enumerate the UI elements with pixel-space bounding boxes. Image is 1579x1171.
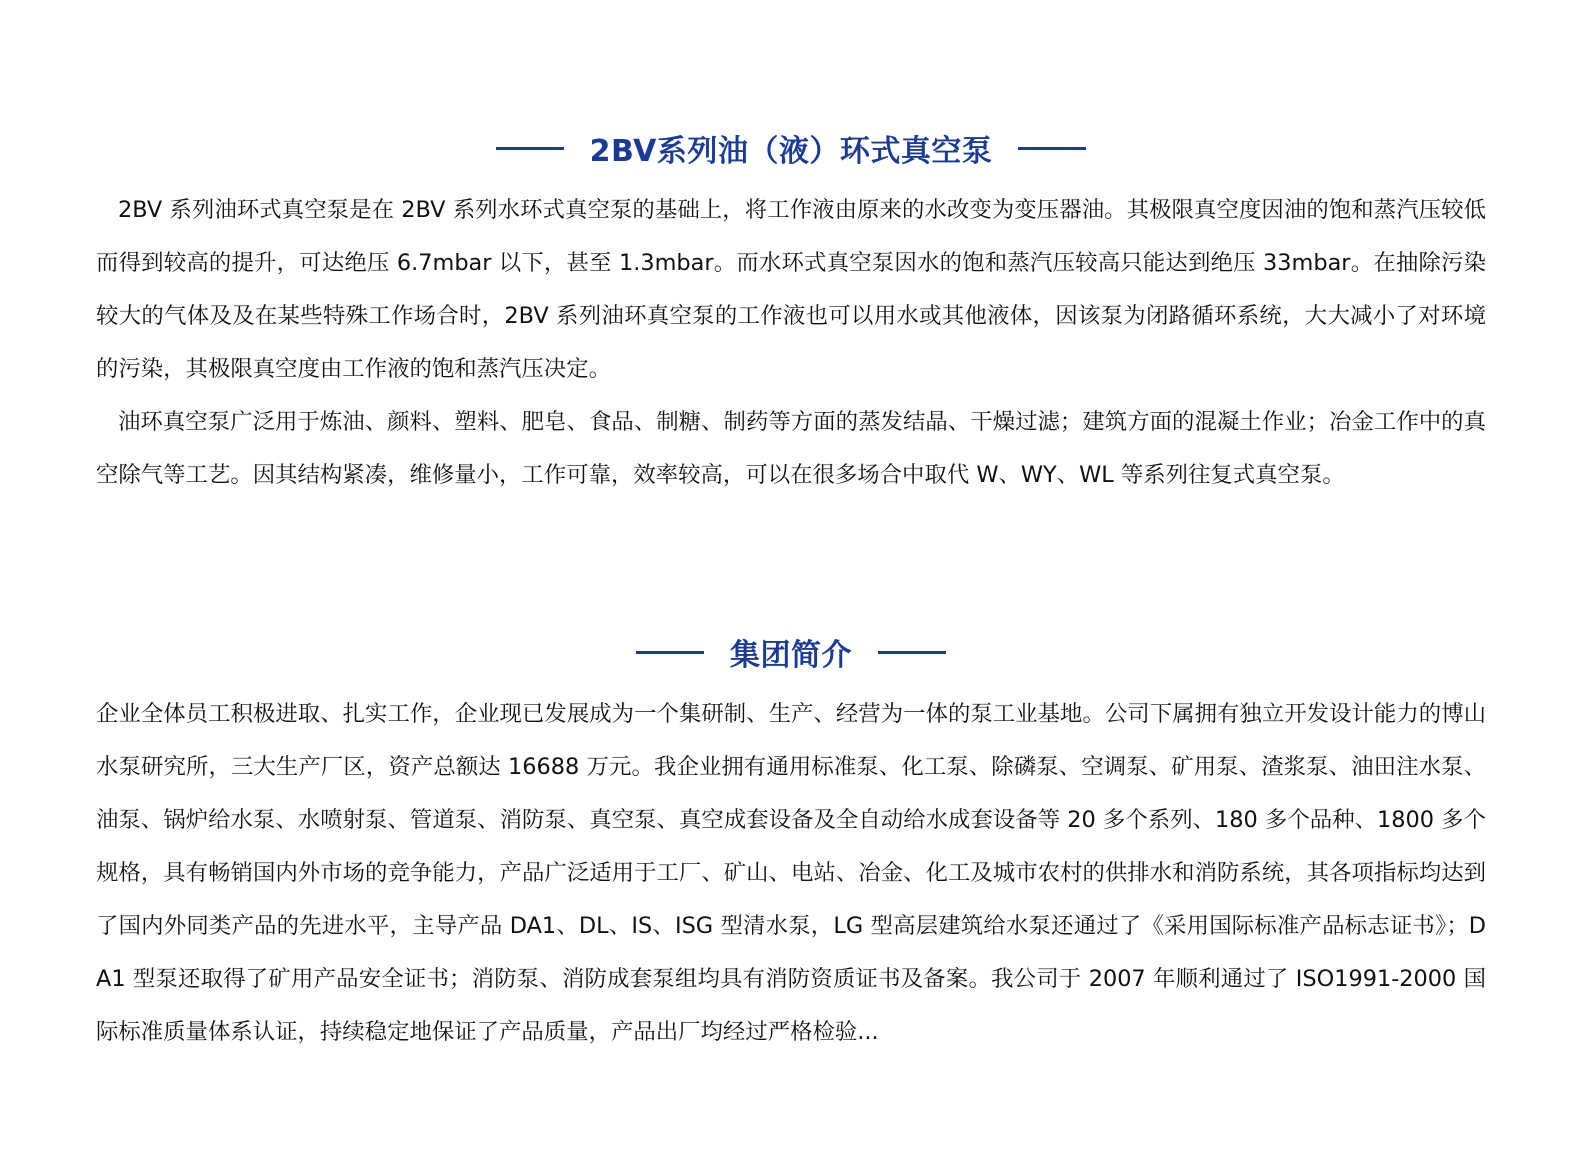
heading-line-left — [496, 147, 564, 150]
group-heading — [96, 626, 1486, 678]
heading-line-left — [636, 651, 704, 654]
group-paragraph-1: 企业全体员工积极进取、扎实工作，企业现已发展成为一个集研制、生产、经营为一体的泵工业基地。公司下属拥有独立开发设计能力的博山水泵研究所，三大生产厂区，资产总额达 16688 万元。我企业拥有通用标准泵、化工泵、除磷泵、空调泵、矿用泵、渣浆泵、油田注水泵、油泵、锅炉给水泵、水喷射泵、管道泵、消防泵、真空泵、真空成套设备及全自动给水成套设备等 20 多个系列、180 多个品种、1800 多个规格，具有畅销国内外市场的竞争能力，产品广泛适用于工厂、矿山、电站、冶金、化工及城市农村的供排水和消防系统，其各项指标均达到了国内外同类产品的先进水平，主导产品 DA1、DL、IS、ISG 型清水泵，LG 型高层建筑给水泵还通过了《采用国际标准产品标志证书》；DA1 型泵还取得了矿用产品安全证书；消防泵、消防成套泵组均具有消防资质证书及备案。我公司于 2007 年顺利通过了 ISO1991-2000 国际标准质量体系认证，持续稳定地保证了产品质量，产品出厂均经过严格检验... — [96, 701, 1486, 1045]
group-title: 集团简介 — [730, 638, 852, 673]
intro-section — [96, 122, 1486, 502]
group-section — [96, 626, 1486, 1059]
intro-heading — [96, 122, 1486, 174]
heading-line-right — [878, 651, 946, 654]
intro-paragraph-1: 2BV 系列油环式真空泵是在 2BV 系列水环式真空泵的基础上，将工作液由原来的水改变为变压器油。其极限真空度因油的饱和蒸汽压较低而得到较高的提升，可达绝压 6.7mbar 以下，甚至 1.3mbar。而水环式真空泵因水的饱和蒸汽压较高只能达到绝压 33mbar。在抽除污染较大的气体及及在某些特殊工作场合时，2BV 系列油环真空泵的工作液也可以用水或其他液体，因该泵为闭路循环系统，大大减小了对环境的污染，其极限真空度由工作液的饱和蒸汽压决定。 — [96, 197, 1486, 382]
intro-title: 2BV系列油（液）环式真空泵 — [589, 134, 993, 169]
heading-line-right — [1018, 147, 1086, 150]
intro-paragraph-2: 油环真空泵广泛用于炼油、颜料、塑料、肥皂、食品、制糖、制药等方面的蒸发结晶、干燥过滤；建筑方面的混凝土作业；冶金工作中的真空除气等工艺。因其结构紧凑，维修量小，工作可靠，效率较高，可以在很多场合中取代 W、WY、WL 等系列往复式真空泵。 — [96, 409, 1486, 488]
